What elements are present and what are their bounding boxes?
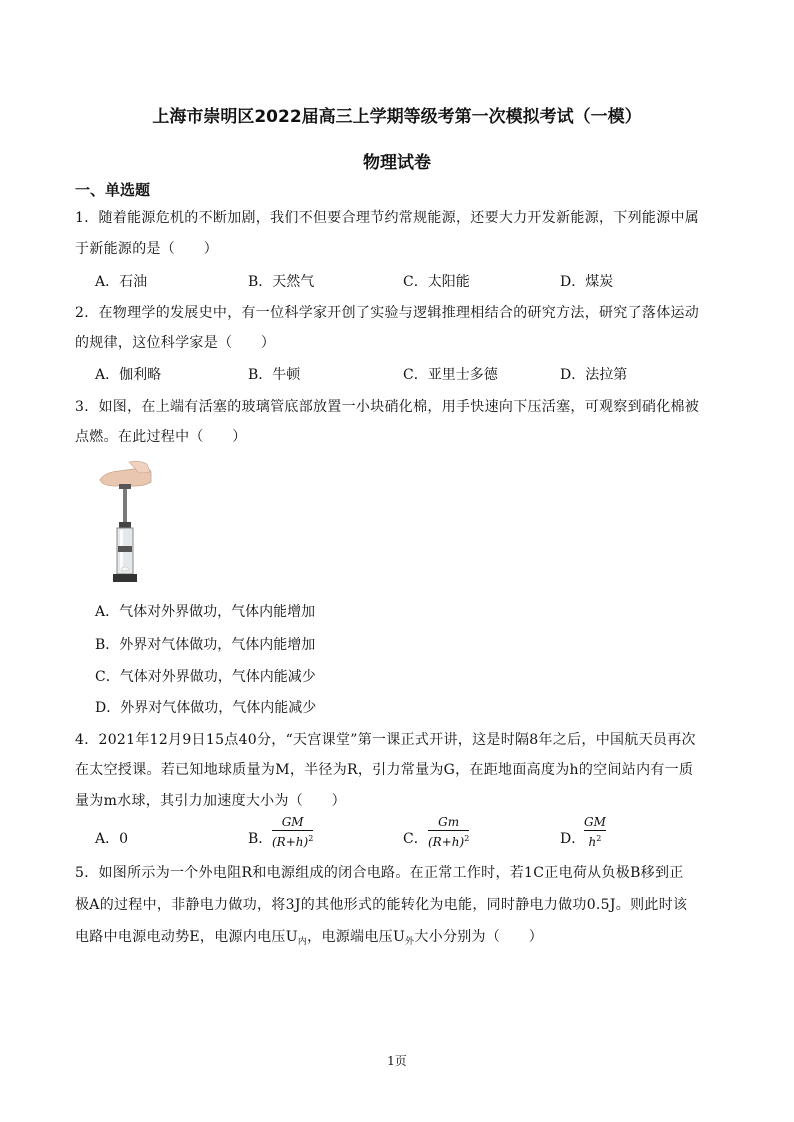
q2-option-a: A．伽利略 — [95, 367, 162, 383]
q5-stem-line3 — [75, 926, 543, 946]
q4-c-numerator: Gm — [438, 815, 460, 829]
q4-stem-line3: 量为m水球，其引力加速度大小为（ ） — [75, 793, 346, 809]
q4-d-denominator: h — [588, 835, 597, 849]
q2-stem-line2: 的规律，这位科学家是（ ） — [75, 335, 276, 351]
q4-option-c-label: C． — [403, 831, 428, 847]
q3-option-b: B．外界对气体做功，气体内能增加 — [95, 637, 316, 653]
q4-b-exponent: 2 — [308, 834, 314, 843]
q5-stem-line1: 5．如图所示为一个外电阻R和电源组成的闭合电路。在正常工作时，若1C正电荷从负极B移到正 — [75, 865, 684, 881]
q5-stem-line2: 极A的过程中，非静电力做功，将3J的其他形式的能转化为电能，同时静电力做功0.5J。则此时该 — [75, 897, 688, 913]
q4-c-exponent: 2 — [464, 834, 470, 843]
q4-stem-line1: 4．2021年12月9日15点40分，“天宫课堂”第一课正式开讲，这是时隔8年之后，中国航天员再次 — [75, 732, 696, 748]
q1-stem-line2: 于新能源的是（ ） — [75, 241, 218, 257]
q5-line3-part3: 大小分别为（ ） — [414, 929, 544, 945]
q3-option-d: D．外界对气体做功，气体内能减少 — [95, 700, 317, 716]
q1-option-b: B．天然气 — [248, 274, 315, 290]
q4-b-denominator: (R+h) — [272, 835, 309, 849]
q4-option-a: A．0 — [95, 831, 129, 847]
q4-option-c-formula — [428, 815, 469, 849]
q4-d-exponent: 2 — [596, 834, 602, 843]
piston-apparatus-figure — [95, 458, 155, 586]
q3-option-c: C．气体对外界做功，气体内能减少 — [95, 669, 316, 685]
q4-stem-line2: 在太空授课。若已知地球质量为M，半径为R，引力常量为G，在距地面高度为h的空间站内有一质 — [75, 762, 694, 778]
q5-subscript-inner: 内 — [297, 937, 308, 947]
q4-option-b-label: B． — [248, 831, 273, 847]
q1-option-d: D．煤炭 — [560, 274, 614, 290]
q5-line3-part1: 电路中电源电动势E，电源内电压U — [75, 929, 298, 945]
page-number: 1页 — [387, 1054, 407, 1068]
page-title: 上海市崇明区2022届高三上学期等级考第一次模拟考试（一模） — [152, 107, 642, 127]
q5-line3-part2: ，电源端电压U — [307, 929, 406, 945]
q5-subscript-outer: 外 — [405, 937, 415, 947]
q4-c-denominator: (R+h) — [428, 835, 465, 849]
section-heading: 一、单选题 — [75, 181, 151, 199]
q2-option-d: D．法拉第 — [560, 367, 628, 383]
page-subtitle: 物理试卷 — [363, 153, 431, 173]
q4-b-numerator: GM — [281, 815, 304, 829]
q1-option-c: C．太阳能 — [403, 274, 470, 290]
q2-option-b: B．牛顿 — [248, 367, 301, 383]
q3-stem-line2: 点燃。在此过程中（ ） — [75, 429, 247, 445]
q4-option-b-formula — [272, 815, 313, 849]
q3-option-a: A．气体对外界做功，气体内能增加 — [95, 604, 316, 620]
q4-option-d-label: D． — [560, 831, 586, 847]
q4-option-d-formula — [584, 815, 606, 849]
q1-option-a: A．石油 — [95, 274, 148, 290]
q2-option-c: C．亚里士多德 — [403, 367, 498, 383]
q2-stem-line1: 2．在物理学的发展史中，有一位科学家开创了实验与逻辑推理相结合的研究方法，研究了落体运动 — [75, 305, 700, 321]
q4-d-numerator: GM — [584, 815, 606, 829]
q1-stem-line1: 1．随着能源危机的不断加剧，我们不但要合理节约常规能源，还要大力开发新能源，下列能源中属 — [75, 210, 700, 226]
q3-stem-line1: 3．如图，在上端有活塞的玻璃管底部放置一小块硝化棉，用手快速向下压活塞，可观察到硝化棉被 — [75, 399, 700, 415]
